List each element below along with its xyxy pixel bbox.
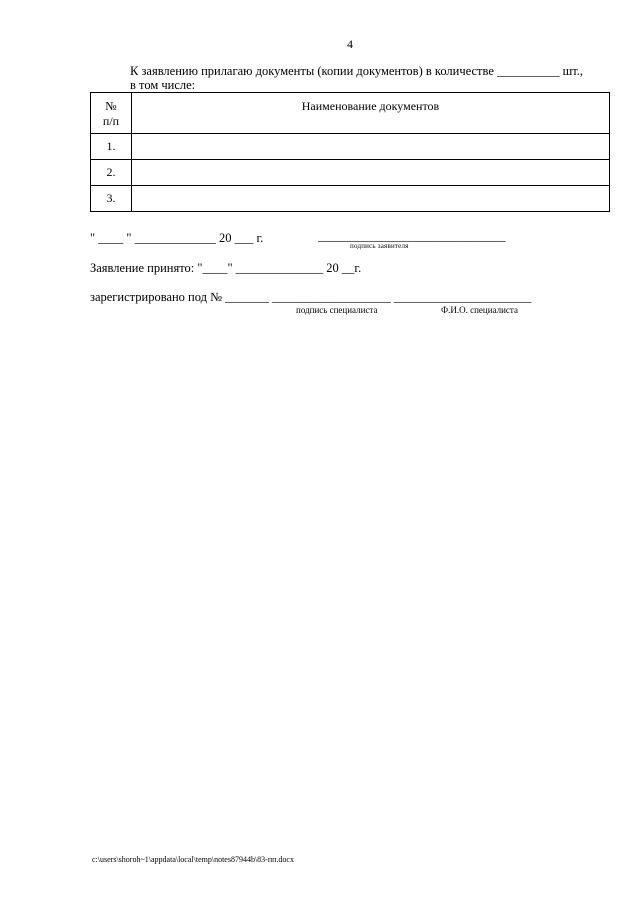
table-row: [91, 186, 610, 212]
intro-text-line1: К заявлению прилагаю документы (копии документов) в количестве __________ шт.,: [130, 64, 584, 78]
footer-file-path: c:\users\shoroh~1\appdata\local\temp\notes87944b\83-пп.docx: [92, 855, 294, 864]
row-document-name[interactable]: [132, 134, 610, 160]
intro-text-line2: в том числе:: [130, 78, 196, 92]
specialist-signature-caption: подпись специалиста: [296, 305, 378, 315]
accepted-line: Заявление принято: "____" ______________ 20 __г.: [90, 261, 362, 275]
row-document-name[interactable]: [132, 160, 610, 186]
header-number-cell: [91, 93, 132, 134]
row-document-name[interactable]: [132, 186, 610, 212]
date-field-line: " ____ " _____________ 20 ___ г.: [90, 231, 264, 245]
page-number: 4: [347, 37, 353, 51]
specialist-name-caption: Ф.И.О. специалиста: [441, 305, 518, 315]
row-number: 3.: [91, 186, 132, 212]
header-number-abbr: п/п: [102, 114, 120, 128]
documents-table: [90, 92, 610, 212]
row-number: 1.: [91, 134, 132, 160]
applicant-signature-line: ______________________________: [318, 229, 506, 243]
table-row: [91, 160, 610, 186]
applicant-signature-caption: подпись заявителя: [350, 242, 409, 250]
row-number: 2.: [91, 160, 132, 186]
registered-line: зарегистрировано под № _______ ___________________ ______________________: [90, 290, 532, 304]
table-row: [91, 134, 610, 160]
table-header-row: [91, 93, 610, 134]
header-number-symbol: №: [105, 99, 117, 113]
header-name-cell: Наименование документов: [132, 93, 610, 134]
